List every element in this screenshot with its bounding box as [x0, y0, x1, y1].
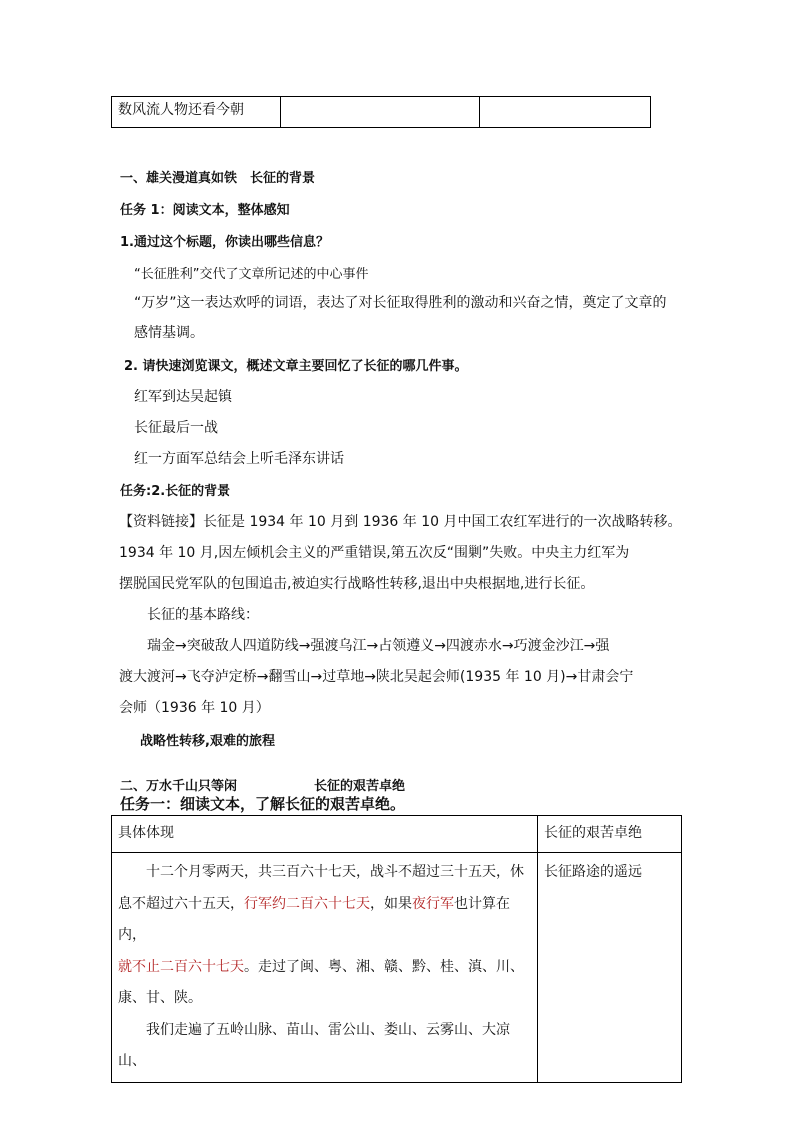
details-cell: [112, 853, 538, 1083]
highlight-more-than-days: 就不止二百六十七天: [118, 958, 244, 975]
answer-2-item-2: 长征最后一战: [134, 420, 218, 436]
hardship-cell: [538, 853, 682, 1083]
route-title: 长征的基本路线：: [147, 607, 259, 623]
highlight-night-march: 夜行军: [412, 895, 454, 912]
task2-title: 任务:2.长征的背景: [120, 484, 231, 499]
resource-link-line-2: 1934 年 10 月,因左倾机会主义的严重错误,第五次反“围剿”失败。中央主力红军为: [119, 545, 630, 561]
top-table-cell-empty-2: [480, 97, 651, 128]
hardship-table-header-row: [112, 816, 682, 853]
details-paragraph-1-line-4: 康、甘、陕。: [118, 990, 202, 1006]
top-table: [111, 96, 651, 128]
summary-text: 战略性转移,艰难的旅程: [140, 734, 275, 749]
task1-title: 任务 1：阅读文本，整体感知: [120, 203, 290, 218]
route-line-1: 瑞金→突破敌人四道防线→强渡乌江→占领遵义→四渡赤水→巧渡金沙江→强: [147, 638, 610, 654]
resource-link-line-1: 【资料链接】长征是 1934 年 10 月到 1936 年 10 月中国工农红军进行的一次战略转移。: [119, 514, 682, 530]
answer-2-item-3: 红一方面军总结会上听毛泽东讲话: [134, 451, 344, 467]
answer-2-item-1: 红军到达吴起镇: [134, 389, 232, 405]
top-table-cell-title: 数风流人物还看今朝: [112, 97, 281, 128]
details-paragraph-1-line-2: 息不超过六十五天，行军约二百六十七天，如果夜行军也计算在内，: [118, 895, 510, 943]
answer-1-line-3: 感情基调。: [134, 325, 204, 341]
table-row: [112, 853, 682, 1083]
answer-1-line-1: “长征胜利”交代了文章所记述的中心事件: [134, 267, 369, 282]
section2-heading-right: 长征的艰苦卓绝: [314, 779, 406, 794]
highlight-march-days: 行军约二百六十七天: [244, 895, 370, 912]
resource-link-line-3: 摆脱国民党军队的包围追击,被迫实行战略性转移,退出中央根据地,进行长征。: [119, 576, 595, 592]
details-paragraph-1-line-1: 十二个月零两天，共三百六十七天，战斗不超过三十五天，休: [146, 864, 524, 880]
answer-1-line-2: “万岁”这一表达欢呼的词语，表达了对长征取得胜利的激动和兴奋之情，奠定了文章的: [134, 295, 667, 311]
details-paragraph-2: 我们走遍了五岭山脉、苗山、雷公山、娄山、云雾山、大凉山、: [118, 1021, 510, 1069]
question-2: 2. 请快速浏览课文，概述文章主要回忆了长征的哪几件事。: [124, 359, 468, 374]
route-line-3: 会师（1936 年 10 月）: [119, 700, 270, 716]
section2-task1: 任务一：细读文本，了解长征的艰苦卓绝。: [120, 795, 406, 813]
section1-heading: 一、雄关漫道真如铁 长征的背景: [120, 171, 316, 186]
question-1: 1.通过这个标题，你读出哪些信息？: [120, 235, 329, 250]
hardship-value: 长征路途的遥远: [544, 864, 642, 880]
hardship-table: [111, 815, 682, 1083]
details-paragraph-1-line-3: 就不止二百六十七天。走过了闽、粤、湘、赣、黔、桂、滇、川、: [118, 958, 524, 975]
route-line-2: 渡大渡河→飞夺泸定桥→翻雪山→过草地→陕北吴起会师(1935 年 10 月)→甘肃会宁: [119, 669, 634, 685]
header-hardship: 长征的艰苦卓绝: [538, 816, 682, 853]
section2-heading-left: 二、万水千山只等闲: [120, 779, 238, 794]
top-table-cell-empty-1: [281, 97, 480, 128]
header-details: 具体体现: [112, 816, 538, 853]
